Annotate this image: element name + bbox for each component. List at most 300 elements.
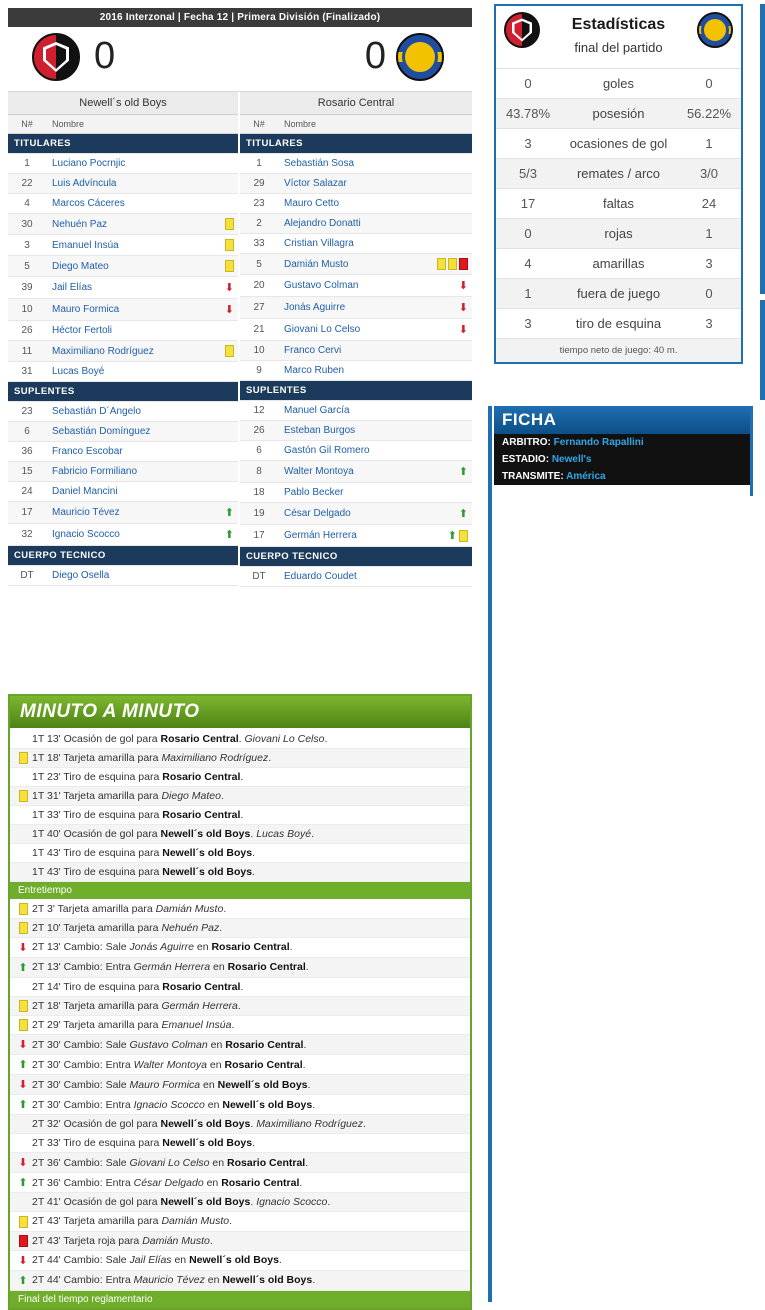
stat-row bbox=[496, 128, 741, 158]
table-row[interactable] bbox=[8, 154, 238, 174]
player-number: 31 bbox=[8, 362, 46, 382]
player-number: 26 bbox=[240, 421, 278, 441]
event-text: 1T 13' Ocasión de gol para Rosario Central. Giovani Lo Celso. bbox=[32, 733, 328, 745]
event-text: 1T 31' Tarjeta amarilla para Diego Mateo. bbox=[32, 790, 224, 803]
player-number: 19 bbox=[240, 503, 278, 525]
ficha-transmite bbox=[494, 468, 750, 485]
player-events bbox=[414, 483, 472, 503]
event-text: 2T 30' Cambio: Sale Gustavo Colman en Rosario Central. bbox=[32, 1038, 307, 1051]
table-row[interactable] bbox=[240, 194, 472, 214]
player-name[interactable]: Eduardo Coudet bbox=[278, 567, 414, 587]
substitution-out-icon: ⬇ bbox=[18, 1079, 28, 1092]
player-number: 6 bbox=[8, 422, 46, 442]
ficha-estadio-value[interactable]: Newell's bbox=[551, 454, 592, 465]
stat-home-value: 43.78% bbox=[505, 106, 551, 121]
table-row[interactable] bbox=[240, 341, 472, 361]
list-item bbox=[10, 768, 470, 787]
player-number: 29 bbox=[240, 174, 278, 194]
list-item bbox=[10, 938, 470, 958]
player-name[interactable]: Luciano Pocrnjic bbox=[46, 154, 180, 174]
player-number: 2 bbox=[240, 214, 278, 234]
event-icon bbox=[14, 1215, 30, 1227]
list-item bbox=[10, 1016, 470, 1035]
newells-crest-icon bbox=[32, 33, 80, 81]
player-number: 1 bbox=[8, 154, 46, 174]
table-row[interactable] bbox=[8, 442, 238, 462]
table-row[interactable] bbox=[8, 299, 238, 321]
table-row[interactable] bbox=[8, 277, 238, 299]
player-events bbox=[414, 525, 472, 547]
list-item bbox=[10, 958, 470, 978]
table-row[interactable] bbox=[240, 567, 472, 587]
event-text: 2T 30' Cambio: Entra Walter Montoya en Rosario Central. bbox=[32, 1058, 306, 1071]
player-events bbox=[414, 421, 472, 441]
fulltime-separator: Final del tiempo reglamentario bbox=[10, 1291, 470, 1308]
player-number: 17 bbox=[240, 525, 278, 547]
substitution-in-icon: ⬆ bbox=[224, 529, 234, 541]
list-item bbox=[10, 749, 470, 768]
player-events bbox=[414, 154, 472, 174]
table-row[interactable] bbox=[240, 214, 472, 234]
stat-label: goles bbox=[602, 76, 635, 91]
player-number: 33 bbox=[240, 234, 278, 254]
player-number: DT bbox=[8, 566, 46, 586]
player-events bbox=[414, 361, 472, 381]
event-text: 1T 18' Tarjeta amarilla para Maximiliano Rodríguez. bbox=[32, 752, 272, 765]
player-name[interactable]: Diego Osella bbox=[46, 566, 180, 586]
substitution-in-icon: ⬆ bbox=[458, 466, 468, 478]
ficha-title: FICHA bbox=[494, 406, 750, 434]
player-number: 36 bbox=[8, 442, 46, 462]
list-item bbox=[10, 1232, 470, 1251]
substitution-out-icon: ⬇ bbox=[18, 1254, 28, 1267]
substitution-in-icon: ⬆ bbox=[18, 1059, 28, 1072]
event-text: 2T 44' Cambio: Sale Jail Elías en Newell´s old Boys. bbox=[32, 1254, 282, 1267]
yellow-card-icon bbox=[225, 260, 234, 272]
player-number: 23 bbox=[240, 194, 278, 214]
event-text: 2T 43' Tarjeta amarilla para Damián Musto. bbox=[32, 1215, 233, 1228]
stat-row bbox=[496, 98, 741, 128]
scoreboard bbox=[8, 27, 472, 91]
table-row[interactable] bbox=[240, 297, 472, 319]
yellow-card-icon bbox=[437, 258, 446, 270]
table-row[interactable] bbox=[240, 441, 472, 461]
player-events bbox=[180, 214, 238, 235]
minuto-a-minuto-header bbox=[10, 696, 470, 728]
player-events bbox=[180, 402, 238, 422]
player-name[interactable]: Daniel Mancini bbox=[46, 482, 180, 502]
player-number: 3 bbox=[8, 235, 46, 256]
event-icon bbox=[14, 1176, 30, 1189]
player-events bbox=[414, 254, 472, 275]
player-name[interactable]: Germán Herrera bbox=[278, 525, 414, 547]
player-name[interactable]: Mauricio Tévez bbox=[46, 502, 180, 524]
player-events bbox=[414, 461, 472, 483]
player-number: 22 bbox=[8, 174, 46, 194]
player-name[interactable]: Emanuel Insúa bbox=[46, 235, 180, 256]
event-icon bbox=[14, 1156, 30, 1169]
event-icon bbox=[14, 1235, 30, 1247]
stat-home-value: 1 bbox=[524, 286, 532, 301]
table-row[interactable] bbox=[8, 482, 238, 502]
player-name[interactable]: Gustavo Colman bbox=[278, 275, 414, 297]
substitution-out-icon: ⬇ bbox=[458, 302, 468, 314]
player-number: 8 bbox=[240, 461, 278, 483]
player-name[interactable]: Mauro Cetto bbox=[278, 194, 414, 214]
event-icon bbox=[14, 1274, 30, 1287]
substitution-in-icon: ⬆ bbox=[18, 1274, 28, 1287]
table-row[interactable] bbox=[240, 401, 472, 421]
stat-away-value: 3 bbox=[705, 316, 713, 331]
player-events bbox=[414, 341, 472, 361]
player-name[interactable]: Marco Ruben bbox=[278, 361, 414, 381]
list-item bbox=[10, 1075, 470, 1095]
central-crest-icon bbox=[396, 33, 444, 81]
player-name[interactable]: Sebastián Sosa bbox=[278, 154, 414, 174]
table-row[interactable] bbox=[8, 502, 238, 524]
ficha-estadio-label: ESTADIO: bbox=[502, 454, 550, 465]
player-name[interactable]: Jail Elías bbox=[46, 277, 180, 299]
player-name[interactable]: Jonás Aguirre bbox=[278, 297, 414, 319]
player-name[interactable]: Giovani Lo Celso bbox=[278, 319, 414, 341]
event-text: 2T 30' Cambio: Entra Ignacio Scocco en Newell´s old Boys. bbox=[32, 1098, 316, 1111]
yellow-card-icon bbox=[225, 239, 234, 251]
player-name[interactable]: Gastón Gil Romero bbox=[278, 441, 414, 461]
table-row[interactable] bbox=[240, 174, 472, 194]
table-row[interactable] bbox=[240, 483, 472, 503]
right-edge-strip-top bbox=[760, 4, 765, 294]
table-row[interactable] bbox=[8, 256, 238, 277]
table-row[interactable] bbox=[8, 321, 238, 341]
event-text: 2T 18' Tarjeta amarilla para Germán Herrera. bbox=[32, 999, 241, 1012]
player-name[interactable]: Nehuén Paz bbox=[46, 214, 180, 235]
home-lineup-table bbox=[8, 115, 238, 586]
player-events bbox=[180, 154, 238, 174]
event-text: 1T 23' Tiro de esquina para Rosario Central. bbox=[32, 771, 244, 784]
event-icon bbox=[14, 1000, 30, 1012]
event-icon bbox=[14, 790, 30, 802]
player-number: 6 bbox=[240, 441, 278, 461]
substitution-out-icon: ⬇ bbox=[18, 1157, 28, 1170]
player-name[interactable]: Alejandro Donatti bbox=[278, 214, 414, 234]
match-competition-header: 2016 Interzonal | Fecha 12 | Primera División (Finalizado) bbox=[8, 8, 472, 27]
table-row[interactable] bbox=[8, 462, 238, 482]
player-events bbox=[180, 256, 238, 277]
event-icon bbox=[14, 1038, 30, 1051]
away-lineup-column bbox=[240, 92, 472, 587]
event-text: 1T 33' Tiro de esquina para Rosario Central. bbox=[32, 809, 244, 822]
event-icon bbox=[14, 941, 30, 954]
substitution-out-icon: ⬇ bbox=[224, 282, 234, 294]
ficha-edge-strip bbox=[750, 406, 753, 496]
home-crest bbox=[32, 33, 84, 85]
stat-home-value: 5/3 bbox=[518, 166, 538, 181]
player-name[interactable]: Diego Mateo bbox=[46, 256, 180, 277]
player-events bbox=[180, 566, 238, 586]
lineups bbox=[8, 91, 472, 587]
event-text: 2T 13' Cambio: Entra Germán Herrera en Rosario Central. bbox=[32, 961, 309, 974]
away-lineup-body bbox=[240, 134, 472, 587]
player-number: 32 bbox=[8, 524, 46, 546]
list-item bbox=[10, 787, 470, 806]
list-item bbox=[10, 1153, 470, 1173]
player-events bbox=[180, 524, 238, 546]
table-row[interactable] bbox=[8, 362, 238, 382]
list-item bbox=[10, 1251, 470, 1271]
list-item bbox=[10, 1115, 470, 1134]
table-row[interactable] bbox=[8, 402, 238, 422]
ficha-arbitro bbox=[494, 434, 750, 451]
player-events bbox=[414, 234, 472, 254]
player-number: 11 bbox=[8, 341, 46, 362]
stats-header bbox=[496, 6, 741, 68]
table-row[interactable] bbox=[8, 566, 238, 586]
player-number: 4 bbox=[8, 194, 46, 214]
ficha-transmite-label: TRANSMITE: bbox=[502, 471, 564, 482]
table-row[interactable] bbox=[240, 154, 472, 174]
yellow-card-icon bbox=[225, 218, 234, 230]
table-row[interactable] bbox=[8, 524, 238, 546]
player-events bbox=[180, 462, 238, 482]
player-name[interactable]: Luis Advíncula bbox=[46, 174, 180, 194]
stat-away-value: 24 bbox=[701, 196, 717, 211]
player-name[interactable]: César Delgado bbox=[278, 503, 414, 525]
event-text: 1T 40' Ocasión de gol para Newell´s old Boys. Lucas Boyé. bbox=[32, 828, 314, 841]
player-events bbox=[180, 321, 238, 341]
player-events bbox=[180, 299, 238, 321]
player-number: 20 bbox=[240, 275, 278, 297]
table-row[interactable] bbox=[8, 422, 238, 442]
stat-row bbox=[496, 308, 741, 338]
player-name[interactable]: Manuel García bbox=[278, 401, 414, 421]
yellow-card-icon bbox=[19, 1000, 28, 1012]
table-row[interactable] bbox=[8, 341, 238, 362]
lineup-section-header: TITULARES bbox=[240, 134, 472, 154]
player-name[interactable]: Franco Cervi bbox=[278, 341, 414, 361]
home-team-name: Newell´s old Boys bbox=[8, 92, 238, 115]
event-icon bbox=[14, 1019, 30, 1031]
player-name[interactable]: Héctor Fertoli bbox=[46, 321, 180, 341]
yellow-card-icon bbox=[459, 530, 468, 542]
event-text: 2T 33' Tiro de esquina para Newell´s old Boys. bbox=[32, 1137, 256, 1150]
yellow-card-icon bbox=[19, 1216, 28, 1228]
minuto-a-minuto-title: MINUTO A MINUTO bbox=[20, 701, 200, 722]
substitution-out-icon: ⬇ bbox=[458, 324, 468, 336]
player-events bbox=[180, 502, 238, 524]
event-text: 1T 43' Tiro de esquina para Newell´s old Boys. bbox=[32, 866, 256, 879]
stat-away-value: 3/0 bbox=[699, 166, 719, 181]
ficha-arbitro-label: ARBITRO: bbox=[502, 437, 551, 448]
player-name[interactable]: Sebastián Domínguez bbox=[46, 422, 180, 442]
yellow-card-icon bbox=[225, 345, 234, 357]
player-number: 9 bbox=[240, 361, 278, 381]
list-item bbox=[10, 1055, 470, 1075]
minuto-a-minuto-panel bbox=[8, 694, 472, 1310]
stat-away-value: 3 bbox=[705, 256, 713, 271]
lineup-section-header: CUERPO TECNICO bbox=[240, 547, 472, 567]
player-name[interactable]: Víctor Salazar bbox=[278, 174, 414, 194]
event-icon bbox=[14, 752, 30, 764]
col-name: Nombre bbox=[278, 115, 414, 134]
substitution-in-icon: ⬆ bbox=[224, 507, 234, 519]
player-name[interactable]: Fabricio Formiliano bbox=[46, 462, 180, 482]
list-item bbox=[10, 1134, 470, 1153]
substitution-in-icon: ⬆ bbox=[18, 1177, 28, 1190]
player-number: DT bbox=[240, 567, 278, 587]
stat-row bbox=[496, 248, 741, 278]
stats-title: Estadísticas bbox=[571, 16, 666, 33]
player-number: 23 bbox=[8, 402, 46, 422]
player-events bbox=[414, 174, 472, 194]
player-events bbox=[414, 503, 472, 525]
player-name[interactable]: Esteban Burgos bbox=[278, 421, 414, 441]
event-text: 2T 36' Cambio: Sale Giovani Lo Celso en Rosario Central. bbox=[32, 1156, 309, 1169]
lineup-section-header: CUERPO TECNICO bbox=[8, 546, 238, 566]
player-events bbox=[180, 277, 238, 299]
stat-row bbox=[496, 68, 741, 98]
player-events bbox=[414, 297, 472, 319]
right-edge-strip-mid bbox=[760, 300, 765, 400]
home-score: 0 bbox=[94, 35, 116, 77]
substitution-in-icon: ⬆ bbox=[18, 1099, 28, 1112]
player-events bbox=[414, 194, 472, 214]
stat-row bbox=[496, 278, 741, 308]
player-number: 1 bbox=[240, 154, 278, 174]
player-events bbox=[414, 275, 472, 297]
stat-away-value: 1 bbox=[705, 136, 713, 151]
table-row[interactable] bbox=[240, 525, 472, 547]
table-row[interactable] bbox=[240, 461, 472, 483]
yellow-card-icon bbox=[19, 903, 28, 915]
list-item bbox=[10, 825, 470, 844]
yellow-card-icon bbox=[19, 752, 28, 764]
player-number: 30 bbox=[8, 214, 46, 235]
substitution-out-icon: ⬇ bbox=[18, 941, 28, 954]
table-row[interactable] bbox=[240, 319, 472, 341]
ficha-panel bbox=[494, 406, 750, 485]
table-row[interactable] bbox=[8, 174, 238, 194]
stats-subtitle: final del partido bbox=[574, 40, 663, 55]
list-item bbox=[10, 1193, 470, 1212]
player-name[interactable]: Lucas Boyé bbox=[46, 362, 180, 382]
player-number: 5 bbox=[8, 256, 46, 277]
home-lineup-body bbox=[8, 134, 238, 586]
player-number: 15 bbox=[8, 462, 46, 482]
player-number: 18 bbox=[240, 483, 278, 503]
stat-away-value: 1 bbox=[705, 226, 713, 241]
list-item bbox=[10, 730, 470, 749]
table-row[interactable] bbox=[8, 214, 238, 235]
player-events bbox=[414, 567, 472, 587]
stat-label: posesión bbox=[592, 106, 645, 121]
col-name: Nombre bbox=[46, 115, 180, 134]
event-icon bbox=[14, 1254, 30, 1267]
list-item bbox=[10, 1173, 470, 1193]
substitution-out-icon: ⬇ bbox=[458, 280, 468, 292]
stat-label: amarillas bbox=[592, 256, 645, 271]
stat-away-value: 0 bbox=[705, 76, 713, 91]
stat-away-value: 0 bbox=[705, 286, 713, 301]
left-edge-strip bbox=[488, 406, 492, 1302]
table-row[interactable] bbox=[8, 194, 238, 214]
player-number: 10 bbox=[240, 341, 278, 361]
event-icon bbox=[14, 961, 30, 974]
table-row[interactable] bbox=[240, 254, 472, 275]
stat-home-value: 4 bbox=[524, 256, 532, 271]
table-row[interactable] bbox=[8, 235, 238, 256]
red-card-icon bbox=[19, 1235, 28, 1247]
away-lineup-table bbox=[240, 115, 472, 587]
event-text: 2T 13' Cambio: Sale Jonás Aguirre en Rosario Central. bbox=[32, 941, 293, 954]
event-icon bbox=[14, 902, 30, 914]
stat-label: ocasiones de gol bbox=[569, 136, 668, 151]
stats-panel bbox=[494, 4, 743, 364]
stat-home-value: 0 bbox=[524, 226, 532, 241]
stat-label: faltas bbox=[602, 196, 635, 211]
event-text: 2T 29' Tarjeta amarilla para Emanuel Insúa. bbox=[32, 1019, 235, 1032]
list-item bbox=[10, 1035, 470, 1055]
player-name[interactable]: Cristian Villagra bbox=[278, 234, 414, 254]
substitution-in-icon: ⬆ bbox=[447, 530, 457, 542]
away-score: 0 bbox=[364, 35, 386, 77]
player-name[interactable]: Pablo Becker bbox=[278, 483, 414, 503]
minuto-a-minuto-list bbox=[10, 728, 470, 1308]
ficha-transmite-value[interactable]: América bbox=[566, 471, 606, 482]
stat-label: remates / arco bbox=[576, 166, 661, 181]
player-events bbox=[414, 441, 472, 461]
yellow-card-icon bbox=[448, 258, 457, 270]
ficha-arbitro-value[interactable]: Fernando Rapallini bbox=[553, 437, 644, 448]
red-card-icon bbox=[459, 258, 468, 270]
player-name[interactable]: Franco Escobar bbox=[46, 442, 180, 462]
stat-label: fuera de juego bbox=[576, 286, 661, 301]
player-name[interactable]: Mauro Formica bbox=[46, 299, 180, 321]
table-row[interactable] bbox=[240, 503, 472, 525]
substitution-in-icon: ⬆ bbox=[18, 961, 28, 974]
player-name[interactable]: Damián Musto bbox=[278, 254, 414, 275]
player-events bbox=[180, 422, 238, 442]
list-item bbox=[10, 1212, 470, 1231]
player-name[interactable]: Ignacio Scocco bbox=[46, 524, 180, 546]
event-text: 2T 10' Tarjeta amarilla para Nehuén Paz. bbox=[32, 921, 223, 934]
lineup-section-header: TITULARES bbox=[8, 134, 238, 154]
event-icon bbox=[14, 1078, 30, 1091]
list-item bbox=[10, 997, 470, 1016]
event-text: 2T 36' Cambio: Entra César Delgado en Rosario Central. bbox=[32, 1176, 303, 1189]
event-text: 2T 30' Cambio: Sale Mauro Formica en Newell´s old Boys. bbox=[32, 1078, 311, 1091]
table-row[interactable] bbox=[240, 361, 472, 381]
list-item bbox=[10, 899, 470, 918]
stats-footer: tiempo neto de juego: 40 m. bbox=[496, 338, 741, 362]
table-row[interactable] bbox=[240, 275, 472, 297]
list-item bbox=[10, 806, 470, 825]
stat-label: tiro de esquina bbox=[575, 316, 662, 331]
player-number: 24 bbox=[8, 482, 46, 502]
col-number: N# bbox=[8, 115, 46, 134]
event-icon bbox=[14, 1098, 30, 1111]
player-events bbox=[180, 235, 238, 256]
player-name[interactable]: Sebastián D´Angelo bbox=[46, 402, 180, 422]
player-name[interactable]: Marcos Cáceres bbox=[46, 194, 180, 214]
stat-home-value: 3 bbox=[524, 316, 532, 331]
table-row[interactable] bbox=[240, 234, 472, 254]
list-item bbox=[10, 863, 470, 882]
player-number: 17 bbox=[8, 502, 46, 524]
table-row[interactable] bbox=[240, 421, 472, 441]
player-name[interactable]: Maximiliano Rodríguez bbox=[46, 341, 180, 362]
player-name[interactable]: Walter Montoya bbox=[278, 461, 414, 483]
halftime-separator: Entretiempo bbox=[10, 882, 470, 899]
